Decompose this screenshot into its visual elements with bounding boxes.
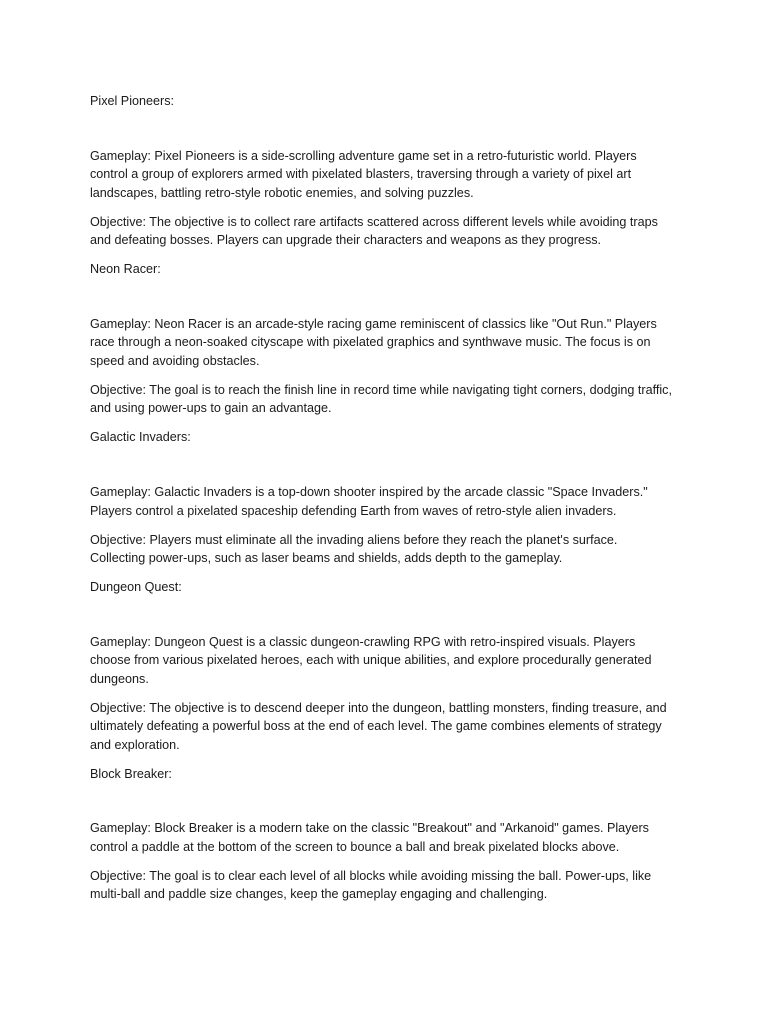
section-dungeon-quest [90, 578, 676, 754]
objective-paragraph: Objective: The objective is to collect rare artifacts scattered across different levels while avoiding traps and defeating bosses. Players can upgrade their characters and weapons as they progress. [90, 214, 658, 248]
gameplay-paragraph: Gameplay: Dungeon Quest is a classic dungeon-crawling RPG with retro-inspired visuals. Players choose from various pixelated heroes, each with unique abilities, and explore procedurally generated dungeons. [90, 634, 652, 686]
section-pixel-pioneers [90, 92, 676, 250]
gameplay-paragraph: Gameplay: Pixel Pioneers is a side-scrolling adventure game set in a retro-futuristic world. Players control a group of explorers armed with pixelated blasters, traversing through a variety of pixel art landscapes, battling retro-style robotic enemies, and solving puzzles. [90, 148, 637, 200]
document-body [90, 92, 676, 914]
objective-paragraph: Objective: The goal is to clear each level of all blocks while avoiding missing the ball. Power-ups, like multi-ball and paddle size changes, keep the gameplay engaging and challenging. [90, 868, 652, 902]
section-title: Pixel Pioneers: [90, 94, 174, 108]
section-title: Neon Racer: [90, 262, 161, 277]
section-block-breaker [90, 765, 676, 904]
objective-paragraph: Objective: The objective is to descend deeper into the dungeon, battling monsters, finding treasure, and ultimately defeating a powerful boss at the end of each level. The game combines elements of strategy and exploration. [90, 700, 667, 752]
gameplay-paragraph: Gameplay: Neon Racer is an arcade-style racing game reminiscent of classics like "Out Run." Players race through a neon-soaked cityscape with pixelated graphics and synthwave music. The focus is on speed and avoiding obstacles. [90, 317, 657, 368]
objective-paragraph: Objective: The goal is to reach the finish line in record time while navigating tight corners, dodging traffic, and using power-ups to gain an advantage. [90, 382, 672, 416]
gameplay-paragraph: Gameplay: Block Breaker is a modern take on the classic "Breakout" and "Arkanoid" games. Players control a paddle at the bottom of the screen to bounce a ball and break pixelated blocks above. [90, 821, 649, 854]
section-title: Block Breaker: [90, 766, 172, 781]
objective-paragraph: Objective: Players must eliminate all the invading aliens before they reach the planet's surface. Collecting power-ups, such as laser beams and shields, adds depth to the gameplay. [90, 532, 618, 565]
section-neon-racer [90, 260, 676, 418]
section-title: Dungeon Quest: [90, 579, 182, 594]
gameplay-paragraph: Gameplay: Galactic Invaders is a top-down shooter inspired by the arcade classic "Space Invaders." Players control a pixelated spaceship defending Earth from waves of retro-style alien invaders. [90, 485, 648, 518]
section-title: Galactic Invaders: [90, 430, 191, 445]
section-galactic-invaders [90, 428, 676, 567]
